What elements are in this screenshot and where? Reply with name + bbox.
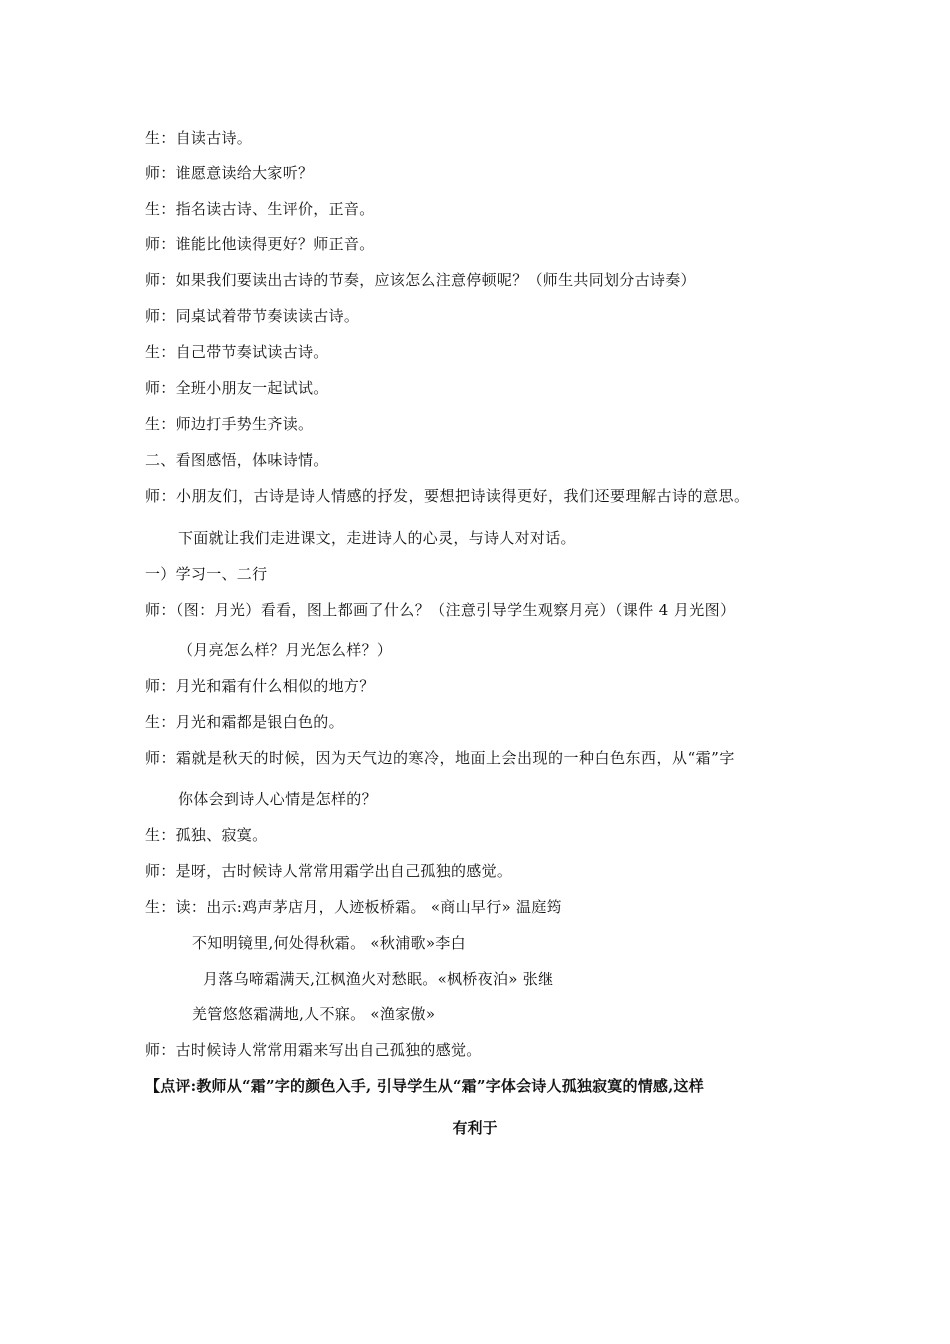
poem-line: 生：读：出示:鸡声茅店月，人迹板桥霜。 «商山早行» 温庭筠 bbox=[145, 898, 562, 916]
text-line: 师：月光和霜有什么相似的地方？ bbox=[145, 677, 375, 695]
text-line: 生：自读古诗。 bbox=[145, 129, 253, 147]
text-line: 师：谁能比他读得更好？师正音。 bbox=[145, 235, 375, 253]
text-line: 生：自己带节奏试读古诗。 bbox=[145, 343, 329, 361]
text-line: 师：古时候诗人常常用霜来写出自己孤独的感觉。 bbox=[145, 1041, 482, 1059]
review-comment-continued: 有利于 bbox=[452, 1119, 498, 1137]
review-comment: 【点评:教师从“霜”字的颜色入手, 引导学生从“霜”字体会诗人孤独寂寞的情感,这样 bbox=[145, 1077, 704, 1095]
text-line-indented: 你体会到诗人心情是怎样的？ bbox=[178, 790, 377, 808]
text-line: 师：霜就是秋天的时候，因为天气边的寒冷，地面上会出现的一种白色东西，从“霜”字 bbox=[145, 749, 735, 767]
poem-line: 月落乌啼霜满天,江枫渔火对愁眠。«枫桥夜泊» 张继 bbox=[203, 970, 554, 988]
text-line: 生：月光和霜都是银白色的。 bbox=[145, 713, 344, 731]
text-line-indented: 下面就让我们走进课文，走进诗人的心灵，与诗人对对话。 bbox=[178, 529, 576, 547]
text-line: 师：小朋友们，古诗是诗人情感的抒发，要想把诗读得更好，我们还要理解古诗的意思。 bbox=[145, 487, 750, 505]
text-line: 生：指名读古诗、生评价，正音。 bbox=[145, 200, 375, 218]
text-line: 师：（图：月光）看看，图上都画了什么？（注意引导学生观察月亮）（课件 4 月光图） bbox=[145, 601, 736, 619]
subsection-heading: 一）学习一、二行 bbox=[145, 565, 268, 583]
text-line: 师：是呀，古时候诗人常常用霜学出自己孤独的感觉。 bbox=[145, 862, 513, 880]
text-line: 师：全班小朋友一起试试。 bbox=[145, 379, 329, 397]
text-line: 生：孤独、寂寞。 bbox=[145, 826, 268, 844]
section-heading: 二、看图感悟，体味诗情。 bbox=[145, 451, 329, 469]
poem-line: 羌管悠悠霜满地,人不寐。 «渔家傲» bbox=[192, 1005, 436, 1023]
text-line-indented: （月亮怎么样？月光怎么样？） bbox=[178, 641, 393, 659]
text-line: 师：谁愿意读给大家听？ bbox=[145, 164, 314, 182]
text-line: 师：同桌试着带节奏读读古诗。 bbox=[145, 307, 360, 325]
text-line: 生：师边打手势生齐读。 bbox=[145, 415, 314, 433]
poem-line: 不知明镜里,何处得秋霜。 «秋浦歌»李白 bbox=[192, 934, 466, 952]
text-line: 师：如果我们要读出古诗的节奏，应该怎么注意停顿呢？（师生共同划分古诗奏） bbox=[145, 271, 696, 289]
